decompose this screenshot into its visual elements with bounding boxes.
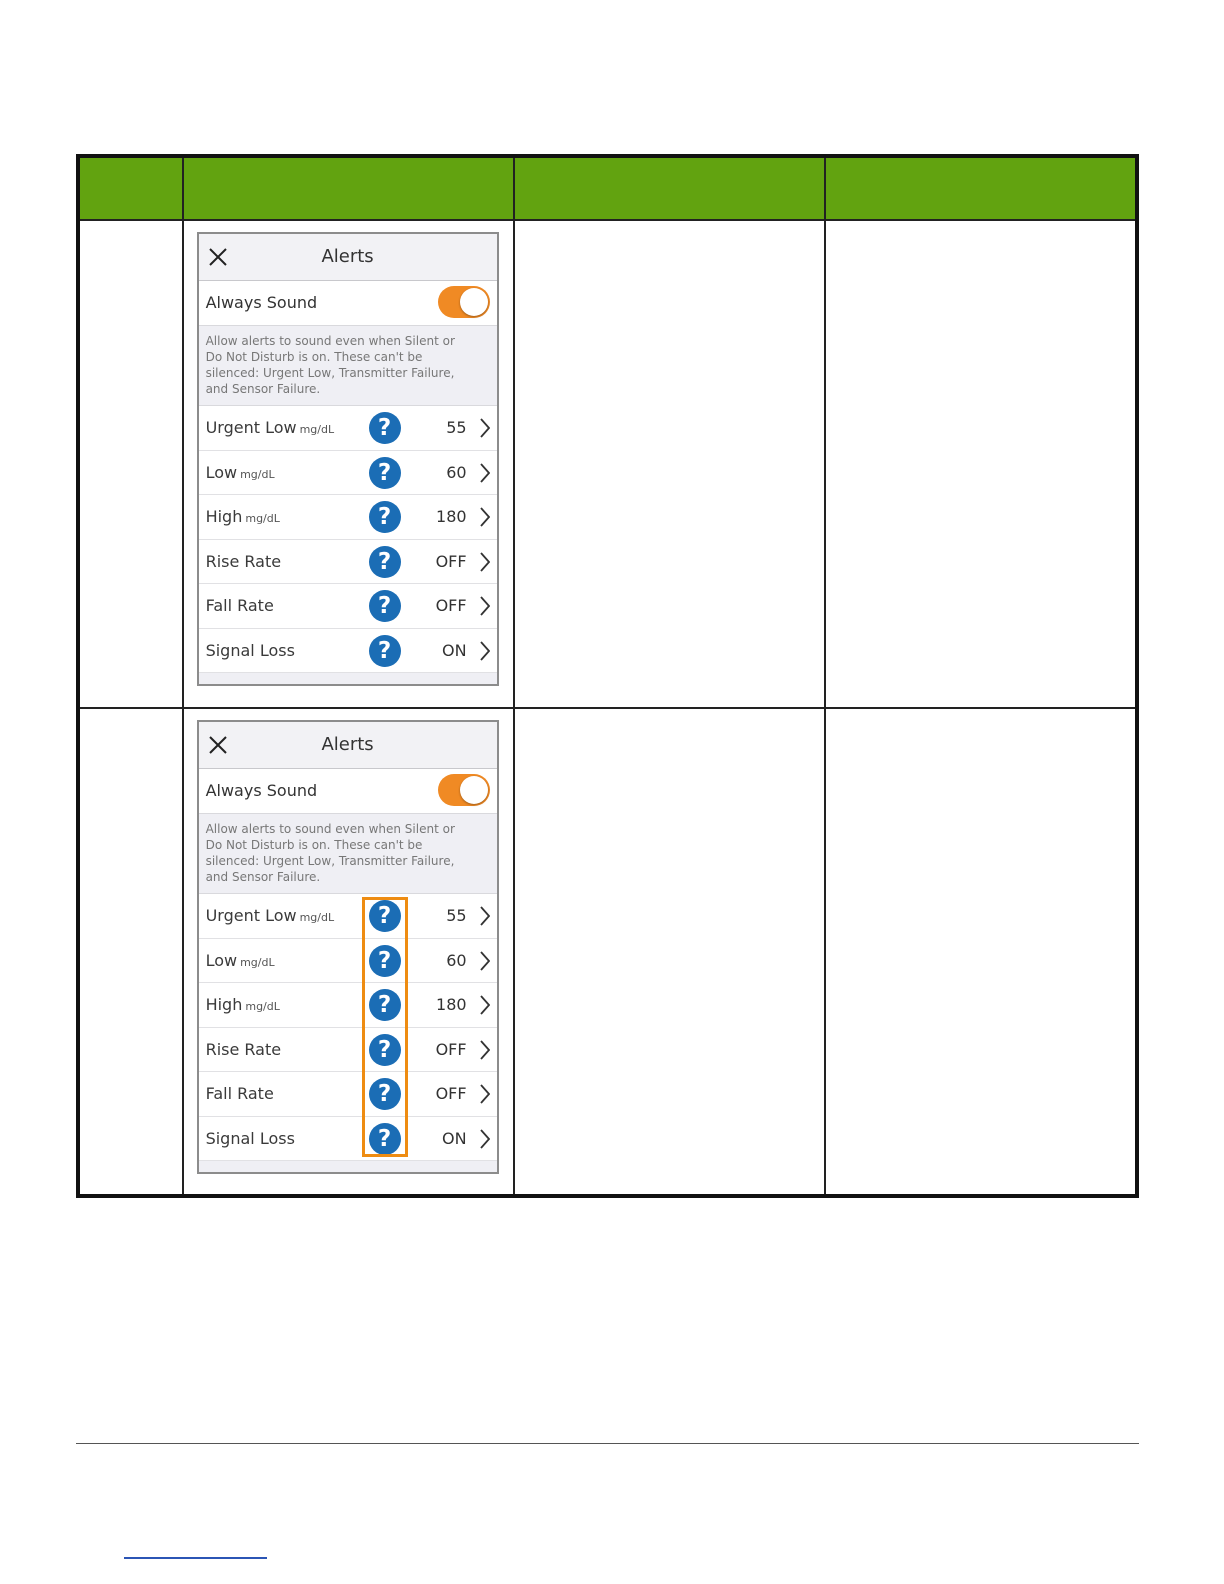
chevron-right-icon [480,552,490,572]
alert-name [206,641,298,660]
alert-name [206,596,277,615]
footer-divider [76,1443,1139,1444]
chevron-right-icon [480,1129,490,1149]
chevron-right-icon [480,951,490,971]
alert-unit: mg/dL [245,512,280,525]
alert-name [206,507,280,526]
alert-unit: mg/dL [240,955,275,969]
header-cell-4 [825,156,1137,220]
chevron-right-icon [480,596,490,616]
alert-name-text: Rise Rate [205,1039,282,1059]
help-icon[interactable]: ? [369,457,401,489]
toggle-knob [460,776,488,804]
chevron-right-icon [480,641,490,661]
screenshot-cell [183,708,515,1196]
notes-cell [825,220,1137,708]
alert-row[interactable] [199,495,497,540]
screen-title: Alerts [321,734,374,755]
alert-row[interactable] [199,406,497,451]
table-row [78,220,1137,708]
alert-value: 180 [436,507,467,526]
alert-row[interactable] [199,584,497,629]
alert-name [206,418,335,437]
alert-name [206,1129,298,1148]
alert-name [206,463,275,482]
always-sound-toggle[interactable] [438,286,490,318]
alert-name [206,951,275,970]
toggle-knob [460,288,488,316]
alert-value: OFF [435,1084,467,1103]
help-icon[interactable]: ? [369,1123,401,1155]
chevron-right-icon [480,1040,490,1060]
help-icon[interactable]: ? [369,501,401,533]
alert-value: OFF [435,551,467,571]
help-icon[interactable]: ? [369,1034,401,1066]
alert-row[interactable] [199,1028,497,1073]
alert-row[interactable] [199,894,497,939]
header-cell-3 [514,156,825,220]
help-icon[interactable]: ? [369,989,401,1021]
chevron-right-icon [480,906,490,926]
help-icon[interactable]: ? [369,546,401,578]
alert-value: ON [442,640,467,660]
alert-name [206,995,280,1014]
alert-row[interactable] [199,939,497,984]
alert-value: 55 [446,418,467,437]
help-icon[interactable]: ? [369,635,401,667]
always-sound-toggle[interactable] [438,774,490,806]
alert-value: OFF [435,596,467,615]
chevron-right-icon [480,418,490,438]
table-header-row [78,156,1137,220]
alert-row[interactable] [199,629,497,674]
always-sound-label: Always Sound [205,781,318,800]
always-sound-label: Always Sound [205,293,318,312]
alert-row[interactable] [199,1072,497,1117]
alert-unit: mg/dL [299,911,335,924]
header-cell-1 [78,156,183,220]
alert-value: 60 [446,950,467,970]
alert-name-text: Fall Rate [205,596,274,615]
always-sound-description: Allow alerts to sound even when Silent or Do Not Disturb is on. These can't be silenced: Urgent Low, Transmitter Failure, and Sensor Failure. [205,334,455,396]
alert-name-text: Rise Rate [205,551,282,571]
help-icon[interactable]: ? [369,1078,401,1110]
row-label-cell [78,708,183,1196]
alert-name-text: Urgent Low [205,906,297,925]
alert-name-text: Fall Rate [205,1084,274,1103]
help-icon[interactable]: ? [369,412,401,444]
alerts-screenshot [197,720,499,1174]
alert-name-text: Low [205,462,238,482]
alert-value: 180 [436,995,467,1014]
notes-cell [825,708,1137,1196]
row-label-cell [78,220,183,708]
description-cell [514,708,825,1196]
alert-row[interactable] [199,451,497,496]
alert-name-text: Signal Loss [205,1128,295,1148]
alert-name [206,1084,277,1103]
help-icon[interactable]: ? [369,590,401,622]
alert-name [206,1040,285,1059]
alert-row[interactable] [199,983,497,1028]
header-cell-2 [183,156,515,220]
screen-title: Alerts [321,246,374,267]
chevron-right-icon [480,995,490,1015]
alert-row[interactable] [199,1117,497,1162]
alert-unit: mg/dL [245,1000,280,1013]
alert-unit: mg/dL [299,423,335,436]
chevron-right-icon [480,463,490,483]
screen-titlebar [199,234,497,281]
help-icon[interactable]: ? [369,900,401,932]
alert-name-text: High [205,507,243,526]
screen-titlebar [199,722,497,769]
chevron-right-icon [480,1084,490,1104]
alert-list [199,405,497,673]
chevron-right-icon [480,507,490,527]
description-cell [514,220,825,708]
always-sound-row [199,281,497,326]
alert-name [206,906,335,925]
always-sound-row [199,769,497,814]
alert-name-text: Signal Loss [205,640,295,660]
alert-value: OFF [435,1039,467,1059]
alert-value: 55 [446,906,467,925]
alert-value: ON [442,1128,467,1148]
screenshot-cell [183,220,515,708]
alert-unit: mg/dL [240,467,275,481]
footer-link-underline[interactable] [124,1557,267,1559]
alert-name [206,552,285,571]
alert-row[interactable] [199,540,497,585]
table-row [78,708,1137,1196]
alert-name-text: Low [205,950,238,970]
alert-value: 60 [446,462,467,482]
alert-name-text: Urgent Low [205,418,297,437]
document-table [76,154,1139,1198]
always-sound-description: Allow alerts to sound even when Silent or Do Not Disturb is on. These can't be silenced: Urgent Low, Transmitter Failure, and Sensor Failure. [205,822,455,884]
alerts-screenshot [197,232,499,686]
alert-list [199,893,497,1161]
help-icon[interactable]: ? [369,945,401,977]
alert-name-text: High [205,995,243,1014]
